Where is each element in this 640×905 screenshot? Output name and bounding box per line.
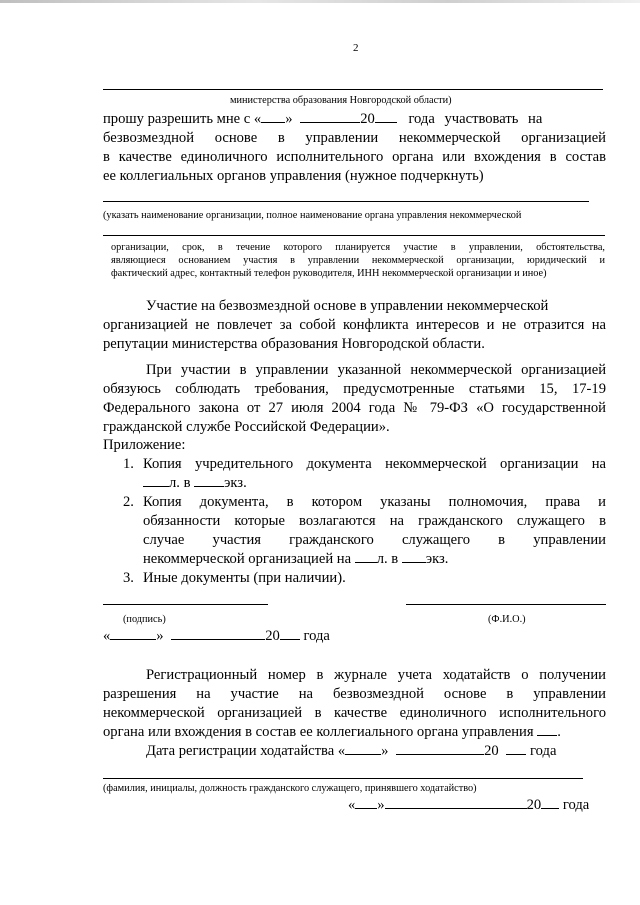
request-line-2: безвозмездной основе в управлении некоммерческой организацией [103, 130, 606, 146]
attachment-2-number: 2. [123, 494, 134, 510]
para2-line-1: При участии в управлении указанной некоммерческой организацией [146, 362, 606, 378]
para2-line-2: обязуюсь соблюдать требования, предусмотренные статьями 15, 17-19 [103, 381, 606, 397]
attachment-2-line-3: случае участия гражданского служащего в управлении [143, 532, 606, 548]
reg-line-1: Регистрационный номер в журнале учета ходатайств о получении [146, 667, 606, 683]
reg-line-2: разрешения на участие на безвозмездной основе в управлении [103, 686, 606, 702]
attachment-1-line-1: Копия учредительного документа некоммерческой организации на [143, 456, 606, 472]
attachment-2-line-1: Копия документа, в котором указаны полномочия, права и [143, 494, 606, 510]
header-fill-line [103, 89, 603, 90]
fio-line [406, 604, 606, 605]
official-fill-line [103, 778, 583, 779]
scan-edge [0, 0, 640, 3]
org-fill-line-2 [103, 235, 605, 236]
request-line-4: ее коллегиальных органов управления (нужное подчеркнуть) [103, 168, 484, 184]
org-caption-2: организации, срок, в течение которого планируется участие в управлении, обстоятельства, [111, 242, 605, 253]
org-fill-line-1 [103, 201, 589, 202]
request-line-3: в качестве единоличного исполнительного органа или вхождения в состав [103, 149, 606, 165]
header-caption: министерства образования Новгородской области) [230, 95, 452, 106]
attachment-3-number: 3. [123, 570, 134, 586]
page-number: 2 [353, 42, 359, 54]
para2-line-3: Федерального закона от 27 июля 2004 года № 79-ФЗ «О государственной [103, 400, 606, 416]
attachment-1-line-2: л. в экз. [143, 474, 247, 492]
attachment-3-line: Иные документы (при наличии). [143, 570, 346, 586]
reg-line-3: некоммерческой организацией в качестве единоличного исполнительного [103, 705, 606, 721]
signature-caption: (подпись) [123, 614, 166, 625]
registration-date: Дата регистрации ходатайства « » 20 года [146, 743, 557, 759]
fio-caption: (Ф.И.О.) [488, 614, 526, 625]
org-caption-1: (указать наименование организации, полное наименование органа управления некоммерческой [103, 210, 522, 221]
para1-line-2: организацией не повлечет за собой конфликта интересов и не отразится на [103, 317, 606, 333]
attachment-1-number: 1. [123, 456, 134, 472]
attachment-2-line-4: некоммерческой организацией на л. в экз. [143, 551, 449, 567]
para2-line-4: гражданской службе Российской Федерации». [103, 419, 390, 435]
request-line-1: прошу разрешить мне с « » 20 года участвовать на [103, 111, 543, 127]
attachments-title: Приложение: [103, 437, 186, 453]
reg-line-4: органа или вхождения в состав ее коллегиального органа управления . [103, 724, 561, 740]
org-caption-4: фактический адрес, контактный телефон руководителя, ИНН некоммерческой организации и иное) [111, 268, 547, 279]
final-date: « » 20 года [348, 797, 590, 813]
org-caption-3: являющиеся основанием участия в управлении некоммерческой организации, юридический и [111, 255, 605, 266]
signature-date: « » 20 года [103, 628, 330, 644]
para1-line-1: Участие на безвозмездной основе в управлении некоммерческой [146, 298, 549, 314]
signature-line [103, 604, 268, 605]
official-caption: (фамилия, инициалы, должность гражданского служащего, принявшего ходатайство) [103, 783, 477, 794]
attachment-2-line-2: обязанности которые возлагаются на гражданского служащего в [143, 513, 606, 529]
para1-line-3: репутации министерства образования Новгородской области. [103, 336, 485, 352]
